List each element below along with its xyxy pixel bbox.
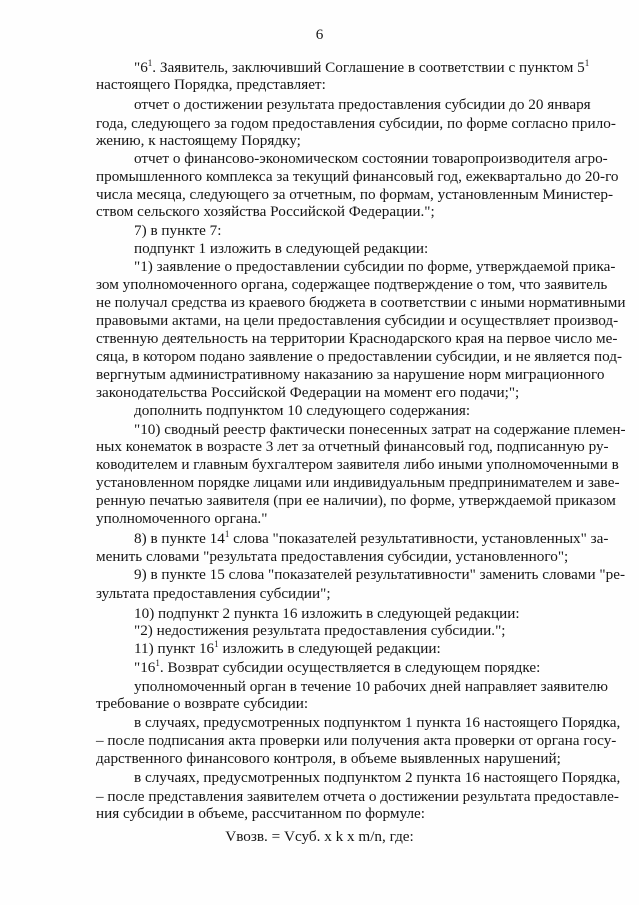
text-line: отчет о достижении результата предоставления субсидии до 20 января: [134, 96, 591, 113]
text-line: ных конематок в возрасте 3 лет за отчетный финансовый год, подписанную ру-: [96, 438, 609, 455]
text-line: ством сельского хозяйства Российской Федерации.";: [96, 203, 435, 220]
text-line: зультата предоставления субсидии";: [96, 585, 331, 602]
text-line: не получал средства из краевого бюджета в соответствии с иными нормативными: [96, 294, 626, 311]
text-line: правовыми актами, на цели предоставления субсидии и осуществляет производ-: [96, 312, 619, 329]
text-line: промышленного комплекса за текущий финансовый год, ежеквартально до 20-го: [96, 168, 619, 185]
text-line: "1) заявление о предоставлении субсидии по форме, утверждаемой прика-: [134, 258, 616, 275]
text-line: уполномоченного органа.": [96, 510, 268, 527]
text-line: установленном порядке лицами или индивидуальным предпринимателем и завe-: [96, 474, 620, 491]
text-line: ственную деятельность на территории Краснодарского края на первое число ме-: [96, 330, 618, 347]
text-line: числа месяца, следующего за отчетным, по формам, установленным Министер-: [96, 186, 614, 203]
text-line: 9) в пункте 15 слова "показателей результативности" заменить словами "ре-: [134, 566, 626, 583]
text-line: дополнить подпунктом 10 следующего содержания:: [134, 402, 471, 419]
text-line: менить словами "результата предоставления субсидии, установленного";: [96, 548, 569, 565]
text-line: "$16^1$. Возврат субсидии осуществляется в следующем порядке:: [134, 658, 541, 676]
text-line: в случаях, предусмотренных подпунктом 2 пункта 16 настоящего Порядка,: [134, 769, 621, 786]
page-number: 6: [315, 26, 324, 43]
text-line: уполномоченный орган в течение 10 рабочих дней направляет заявителю: [134, 678, 609, 695]
text-line: 10) подпункт 2 пункта 16 изложить в следующей редакции:: [134, 605, 520, 622]
text-line: зом уполномоченного органа, содержащее подтверждение о том, что заявитель: [96, 276, 608, 293]
text-line: ния субсидии в объеме, рассчитанном по формуле:: [96, 805, 425, 822]
text-line: 7) в пункте 7:: [134, 222, 222, 239]
text-line: – после подписания акта проверки или получения акта проверки от органа госу-: [96, 732, 617, 749]
text-line: вергнутым административному наказанию за нарушение норм миграционного: [96, 366, 605, 383]
text-line: "10) сводный реестр фактически понесенных затрат на содержание племен-: [134, 421, 626, 438]
text-line: требование о возврате субсидии:: [96, 695, 309, 712]
text-line: ководителем и главным бухгалтером заявителя либо иными уполномоченными в: [96, 456, 619, 473]
formula: Vвозв. = Vсуб. x k x m/n, где:: [225, 828, 414, 845]
text-line: "$6^1$. Заявитель, заключивший Соглашение в соответствии с пунктом $5^1$: [134, 58, 590, 76]
text-line: "2) недостижения результата предоставления субсидии.";: [134, 622, 506, 639]
text-line: в случаях, предусмотренных подпунктом 1 пункта 16 настоящего Порядка,: [134, 714, 621, 731]
text-line: 11) пункт $16^1$ изложить в следующей редакции:: [134, 639, 441, 657]
text-line: – после представления заявителем отчета о достижении результата предоставле-: [96, 788, 619, 805]
text-line: ренную печатью заявителя (при ее наличии), по форме, утверждаемой приказом: [96, 492, 616, 509]
text-line: подпункт 1 изложить в следующей редакции:: [134, 240, 429, 257]
text-line: жению, к настоящему Порядку;: [96, 132, 301, 149]
text-line: законодательства Российской Федерации на момент его подачи;";: [96, 384, 520, 401]
text-line: отчет о финансово-экономическом состоянии товаропроизводителя агро-: [134, 150, 608, 167]
text-line: 8) в пункте $14^1$ слова "показателей результативности, установленных" за-: [134, 529, 609, 547]
text-line: настоящего Порядка, представляет:: [96, 76, 326, 93]
text-line: сяца, в котором подано заявление о предоставлении субсидии, и не является под-: [96, 348, 623, 365]
text-line: дарственного финансового контроля, в объеме выявленных нарушений;: [96, 750, 561, 767]
text-line: года, следующего за годом предоставления субсидии, по форме согласно прило-: [96, 115, 616, 132]
